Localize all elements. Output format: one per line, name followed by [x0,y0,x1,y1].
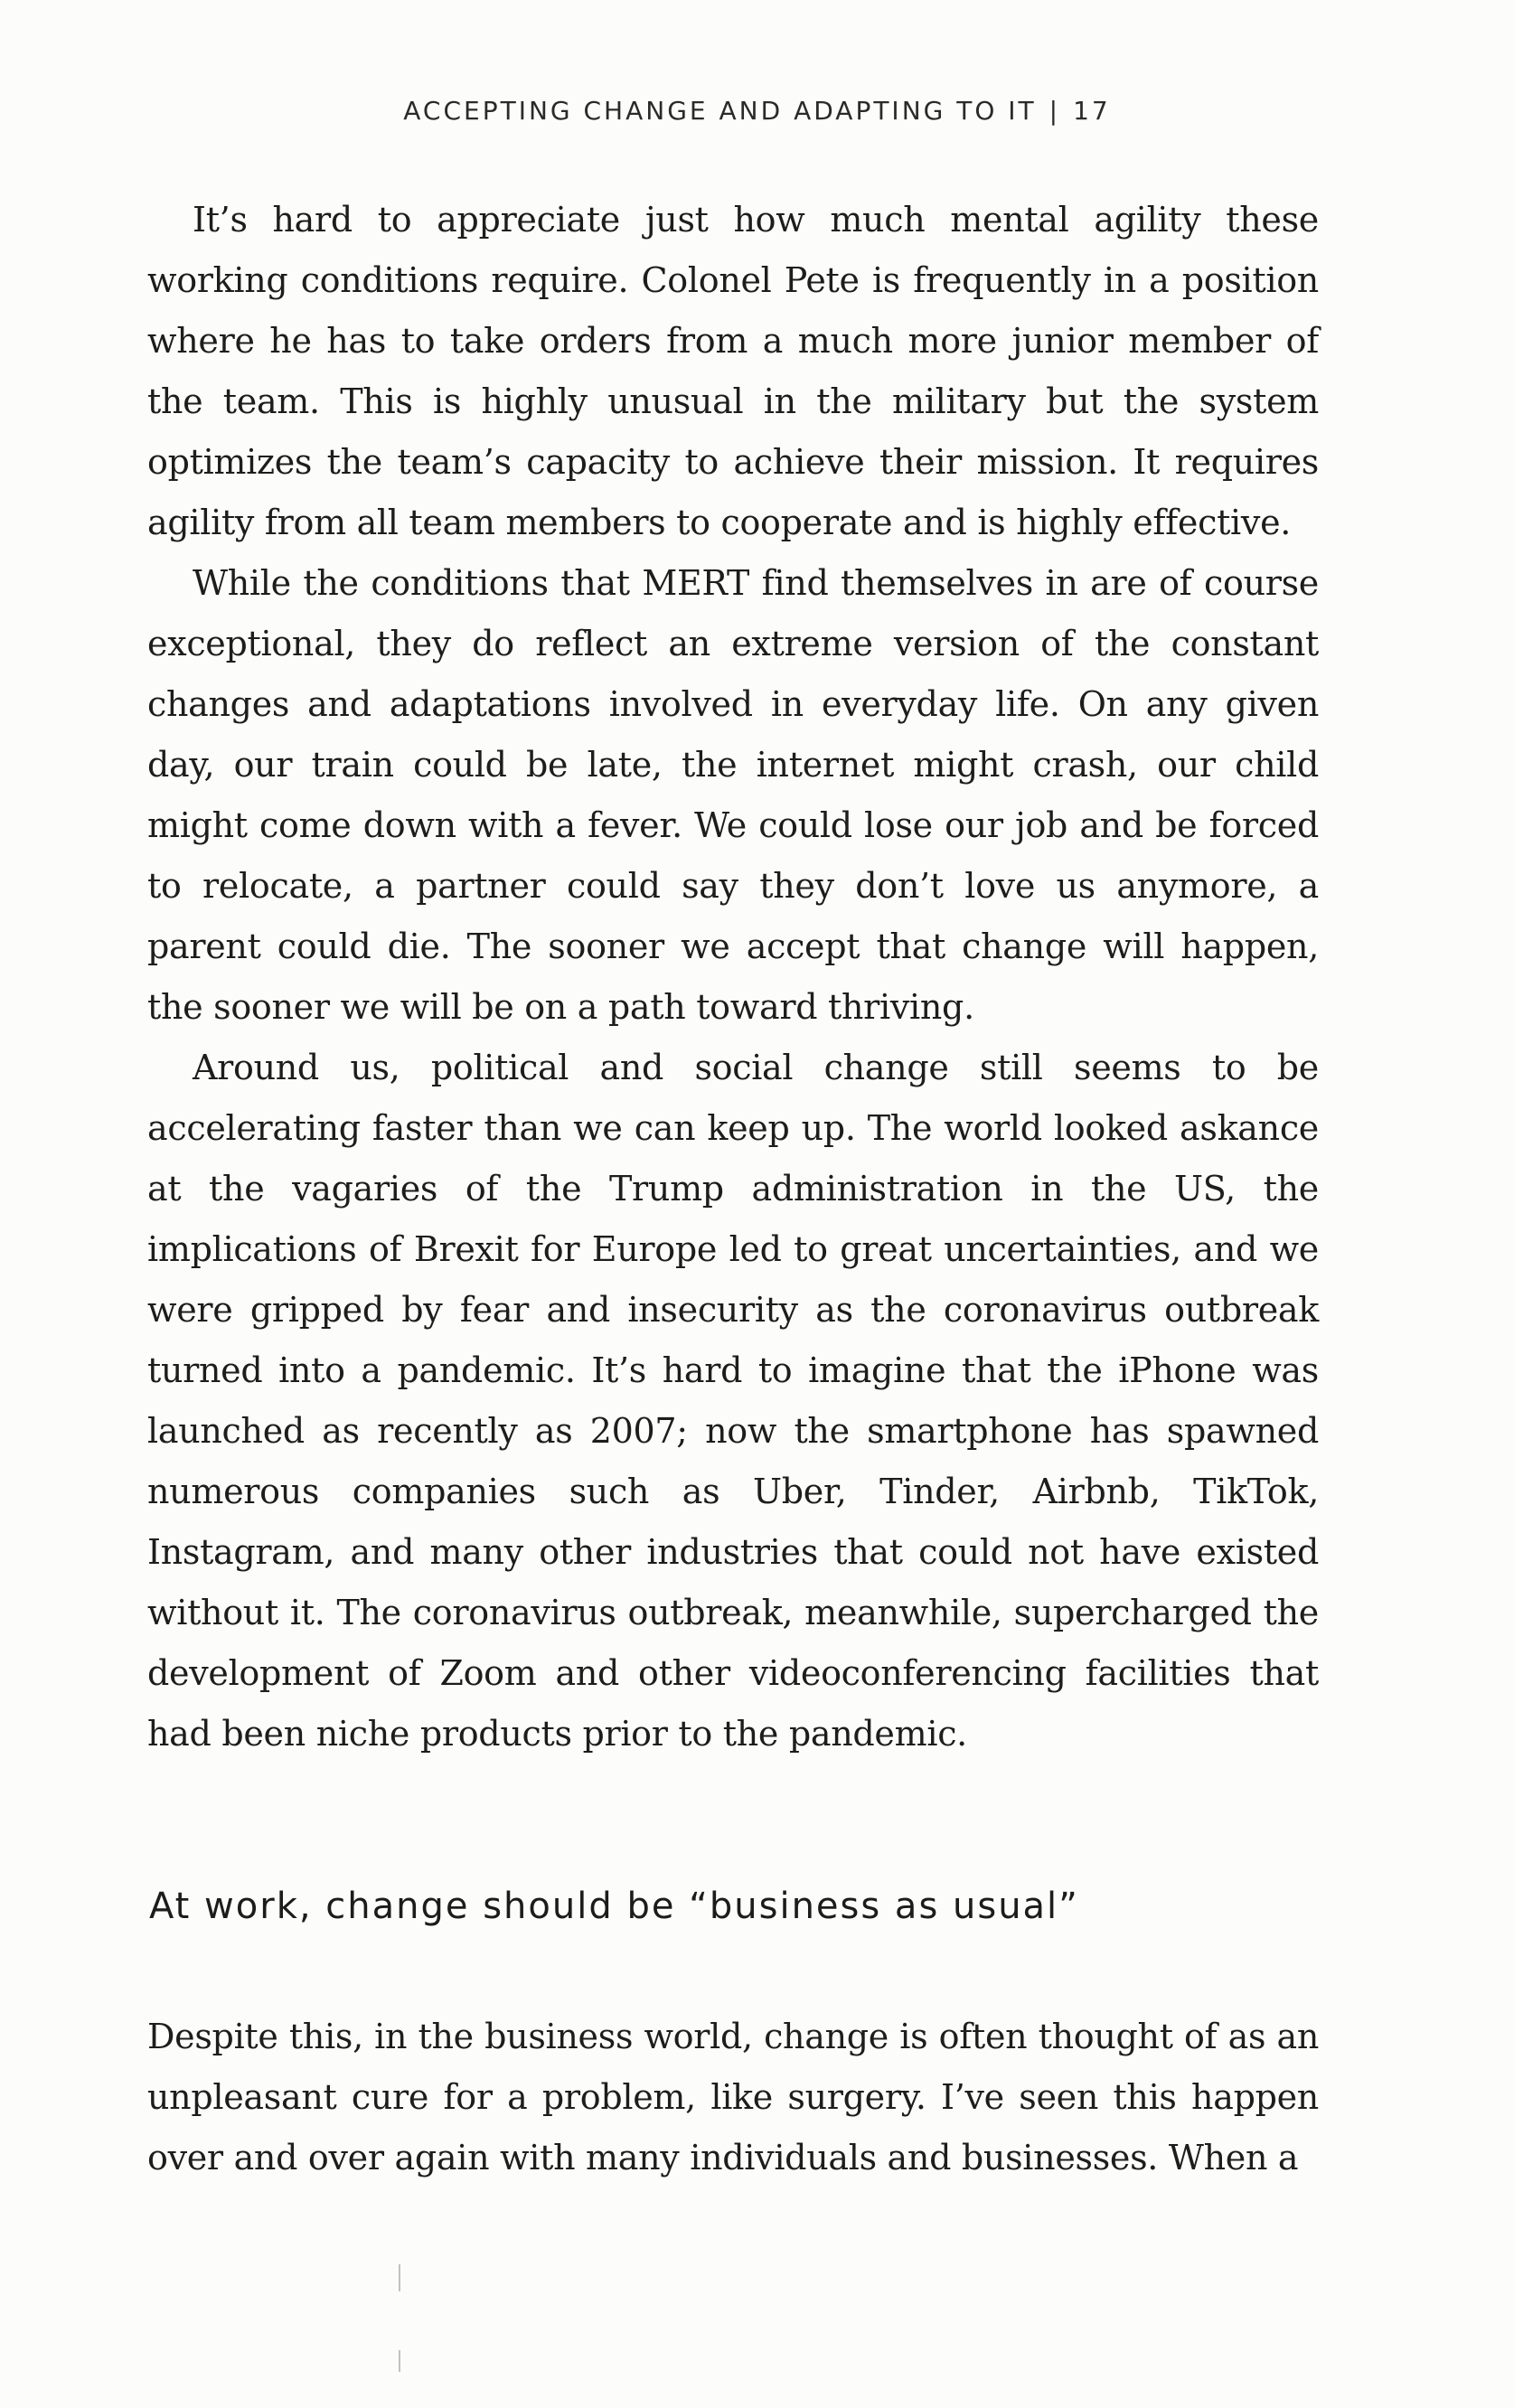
running-header [0,96,1514,126]
running-title: ACCEPTING CHANGE AND ADAPTING TO IT [403,96,1037,126]
scan-artifact-mark [399,2350,400,2372]
header-separator: | [1049,96,1061,126]
scan-artifact-mark [399,2264,400,2291]
page-number: 17 [1073,96,1111,126]
section-body-text [147,2007,1319,2188]
paragraph: It’s hard to appreciate just how much mental agility these working conditions require. Colonel Pete is frequently in a position where he has to take orders from a much more junior member of the team. This is highly unusual in the military but the system optimizes the team’s capacity to achieve their mission. It requires agility from all team members to cooperate and is highly effective. [147,200,1319,542]
paragraph: Around us, political and social change still seems to be accelerating faster than we can keep up. The world looked askance at the vagaries of the Trump administration in the US, the implications of Brexit for Europe led to great uncertainties, and we were gripped by fear and insecurity as the coronavirus outbreak turned into a pandemic. It’s hard to imagine that the iPhone was launched as recently as 2007; now the smartphone has spawned numerous companies such as Uber, Tinder, Airbnb, TikTok, Instagram, and many other industries that could not have existed without it. The coronavirus outbreak, meanwhile, supercharged the development of Zoom and other videoconferencing facilities that had been niche products prior to the pandemic. [147,1048,1319,1754]
section-heading: At work, change should be “business as usual” [149,1886,1079,1927]
paragraph: While the conditions that MERT find themselves in are of course exceptional, they do reflect an extreme version of the constant changes and adaptations involved in everyday life. On any given day, our train could be late, the internet might crash, our child might come down with a fever. We could lose our job and be forced to relocate, a partner could say they don’t love us anymore, a parent could die. The sooner we accept that change will happen, the sooner we will be on a path toward thriving. [147,563,1319,1027]
body-text [147,190,1319,1764]
paragraph: Despite this, in the business world, change is often thought of as an unpleasant cure for a problem, like surgery. I’ve seen this happen over and over again with many individuals and businesses. When a [147,2017,1319,2178]
